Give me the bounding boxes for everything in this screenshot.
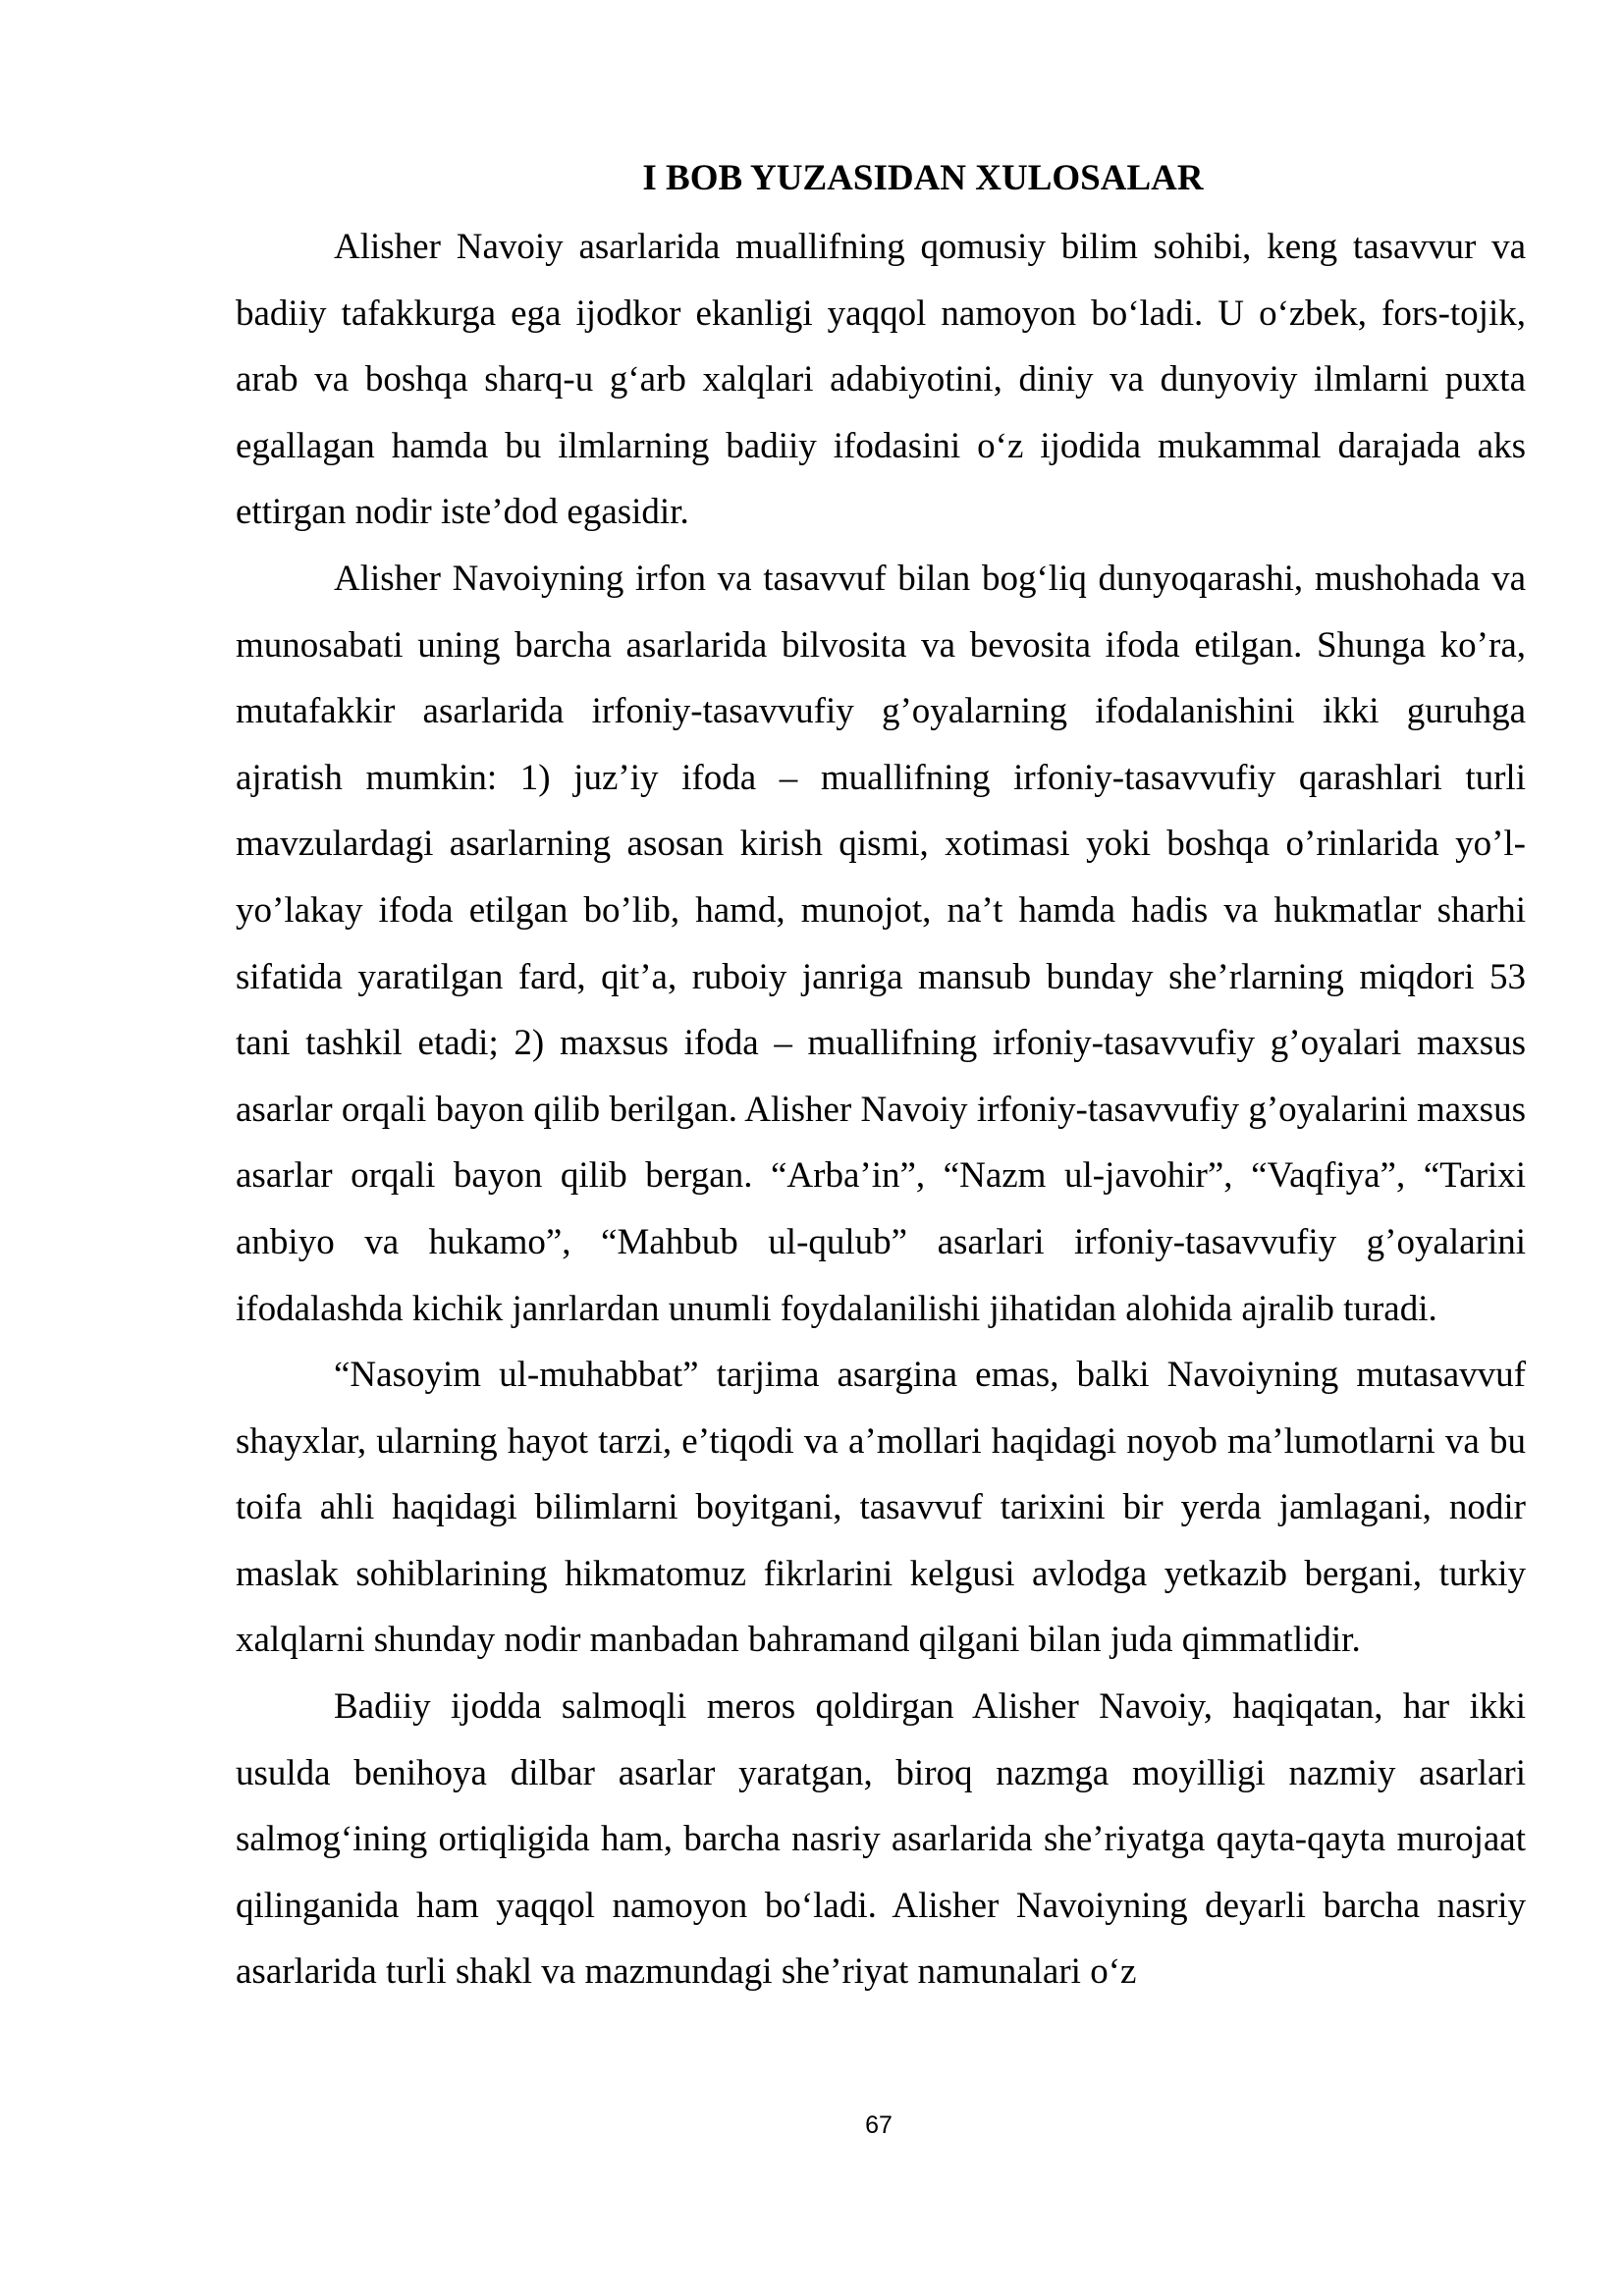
page-number: 67 [865,2111,893,2139]
body-text [236,214,1526,2005]
paragraph-3: “Nasoyim ul-muhabbat” tarjima asargina emas, balki Navoiyning mutasavvuf shayxlar, ularning hayot tarzi, e’tiqodi va a’mollari haqidagi noyob ma’lumotlarni va bu toifa ahli haqidagi bilimlarni boyitgani, tasavvuf tarixini bir yerda jamlagani, nodir maslak sohiblarining hikmatomuz fikrlarini kelgusi avlodga yetkazib bergani, turkiy xalqlarni shunday nodir manbadan bahramand qilgani bilan juda qimmatlidir. [236,1355,1526,1661]
paragraph-2: Alisher Navoiyning irfon va tasavvuf bilan bog‘liq dunyoqarashi, mushohada va munosabati uning barcha asarlarida bilvosita va bevosita ifoda etilgan. Shunga ko’ra, mutafakkir asarlarida irfoniy-tasavvufiy g’oyalarning ifodalanishini ikki guruhga ajratish mumkin: 1) juz’iy ifoda – muallifning irfoniy-tasavvufiy qarashlari turli mavzulardagi asarlarning asosan kirish qismi, xotimasi yoki boshqa o’rinlarida yo’l-yo’lakay ifoda etilgan bo’lib, hamd, munojot, na’t hamda hadis va hukmatlar sharhi sifatida yaratilgan fard, qit’a, ruboiy janriga mansub bunday she’rlarning miqdori 53 tani tashkil etadi; 2) maxsus ifoda – muallifning irfoniy-tasavvufiy g’oyalari maxsus asarlar orqali bayon qilib berilgan. Alisher Navoiy irfoniy-tasavvufiy g’oyalarini maxsus asarlar orqali bayon qilib bergan. “Arba’in”, “Nazm ul-javohir”, “Vaqfiya”, “Tarixi anbiyo va hukamo”, “Mahbub ul-qulub” asarlari irfoniy-tasavvufiy g’oyalarini ifodalashda kichik janrlardan unumli foydalanilishi jihatidan alohida ajralib turadi. [236,558,1526,1329]
section-title: I BOB YUZASIDAN XULOSALAR [642,158,1204,198]
paragraph-1: Alisher Navoiy asarlarida muallifning qomusiy bilim sohibi, keng tasavvur va badiiy tafakkurga ega ijodkor ekanligi yaqqol namoyon bo‘ladi. U o‘zbek, fors-tojik, arab va boshqa sharq-u g‘arb xalqlari adabiyotini, diniy va dunyoviy ilmlarni puxta egallagan hamda bu ilmlarning badiiy ifodasini o‘z ijodida mukammal darajada aks ettirgan nodir iste’dod egasidir. [236,227,1526,533]
paragraph-4: Badiiy ijodda salmoqli meros qoldirgan Alisher Navoiy, haqiqatan, har ikki usulda benihoya dilbar asarlar yaratgan, biroq nazmga moyilligi nazmiy asarlari salmog‘ining ortiqligida ham, barcha nasriy asarlarida she’riyatga qayta-qayta murojaat qilinganida ham yaqqol namoyon bo‘ladi. Alisher Navoiyning deyarli barcha nasriy asarlarida turli shakl va mazmundagi she’riyat namunalari o‘z [236,1686,1526,1993]
